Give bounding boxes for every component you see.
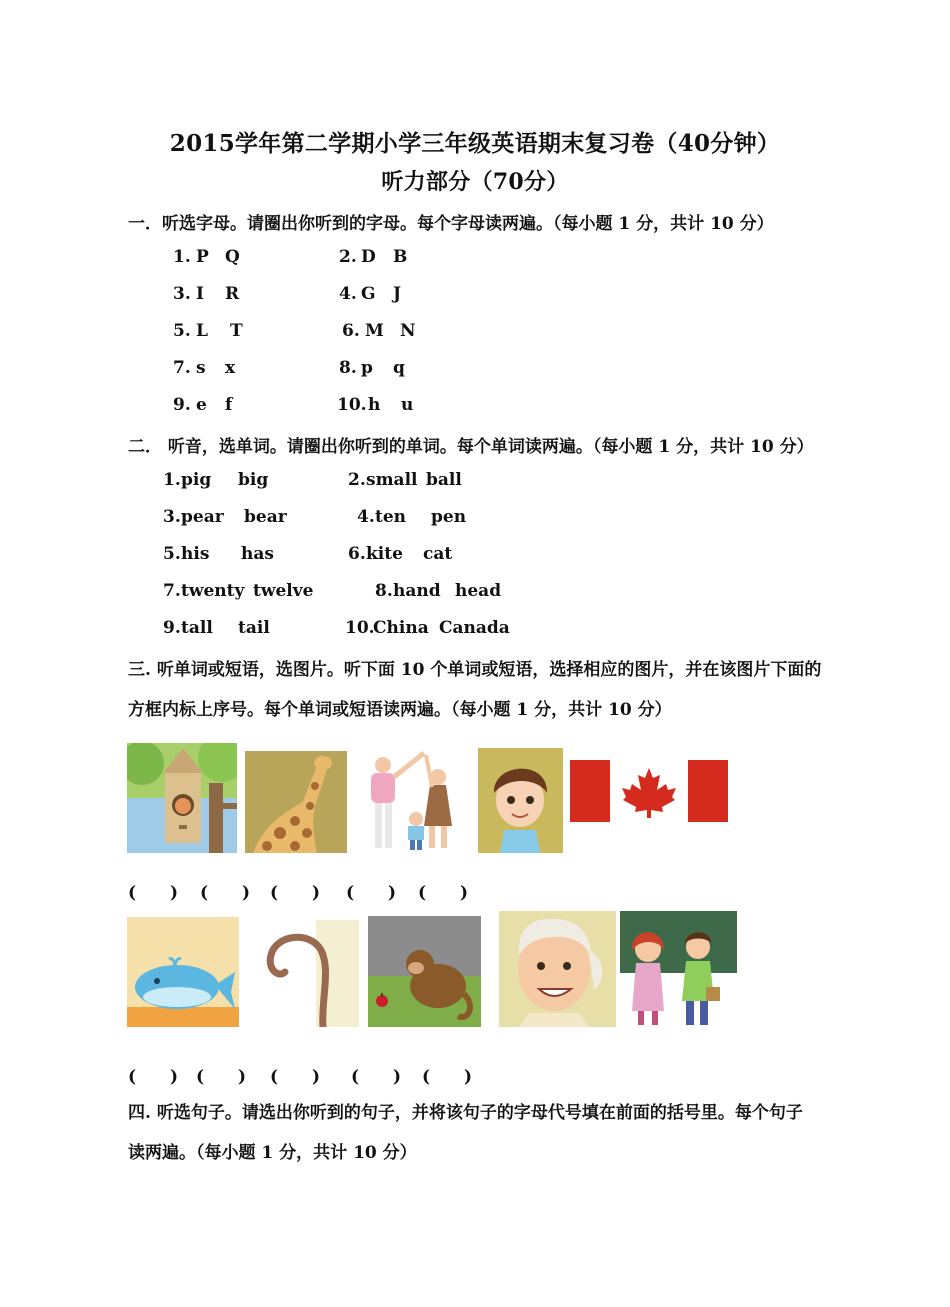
section3-heading-line2: 方框内标上序号。每个单词或短语读两遍。（每小题 1 分，共计 10 分） bbox=[128, 700, 672, 720]
giraffe-icon bbox=[245, 751, 347, 853]
list-item-number: 4. bbox=[357, 507, 375, 527]
option-b[interactable]: R bbox=[225, 284, 240, 304]
option-a[interactable]: e bbox=[196, 395, 207, 415]
option-b[interactable]: ball bbox=[426, 470, 462, 490]
family-icon bbox=[358, 751, 467, 853]
page-subtitle: 听力部分（70分） bbox=[381, 169, 569, 195]
answer-blank[interactable]: ( ) bbox=[200, 883, 251, 903]
option-a[interactable]: M bbox=[365, 321, 384, 341]
list-item-number: 5. bbox=[173, 321, 191, 341]
option-a[interactable]: tall bbox=[181, 618, 213, 638]
tail-icon bbox=[251, 920, 359, 1027]
option-a[interactable]: I bbox=[196, 284, 204, 304]
option-b[interactable]: N bbox=[400, 321, 416, 341]
list-item-number: 6. bbox=[348, 544, 366, 564]
answer-blank[interactable]: ( ) bbox=[270, 883, 321, 903]
option-a[interactable]: twenty bbox=[181, 581, 245, 601]
option-b[interactable]: has bbox=[241, 544, 274, 564]
option-b[interactable]: head bbox=[455, 581, 502, 601]
section4-heading-line2: 读两遍。（每小题 1 分，共计 10 分） bbox=[128, 1143, 417, 1163]
answer-blank[interactable]: ( ) bbox=[128, 883, 179, 903]
list-item-number: 5. bbox=[163, 544, 181, 564]
list-item-number: 3. bbox=[163, 507, 181, 527]
option-a[interactable]: pear bbox=[181, 507, 224, 527]
list-item-number: 10. bbox=[345, 618, 375, 638]
section3-heading-line1: 三. 听单词或短语，选图片。听下面 10 个单词或短语，选择相应的图片，并在该图片下面的 bbox=[128, 660, 822, 680]
option-b[interactable]: f bbox=[225, 395, 233, 415]
answer-blank[interactable]: ( ) bbox=[422, 1067, 473, 1087]
list-item-number: 7. bbox=[173, 358, 191, 378]
list-item-number: 1. bbox=[173, 247, 191, 267]
answer-blank[interactable]: ( ) bbox=[346, 883, 397, 903]
option-a[interactable]: L bbox=[196, 321, 208, 341]
option-b[interactable]: u bbox=[401, 395, 414, 415]
option-a[interactable]: kite bbox=[366, 544, 403, 564]
list-item-number: 3. bbox=[173, 284, 191, 304]
list-item-number: 9. bbox=[173, 395, 191, 415]
boy-face-icon bbox=[478, 748, 563, 853]
canada-flag-icon bbox=[570, 760, 728, 822]
list-item-number: 4. bbox=[339, 284, 357, 304]
option-a[interactable]: s bbox=[196, 358, 206, 378]
option-a[interactable]: China bbox=[373, 618, 429, 638]
option-b[interactable]: bear bbox=[244, 507, 287, 527]
option-b[interactable]: big bbox=[238, 470, 269, 490]
answer-blank[interactable]: ( ) bbox=[128, 1067, 179, 1087]
grandpa-icon bbox=[499, 911, 616, 1027]
option-b[interactable]: tail bbox=[238, 618, 270, 638]
list-item-number: 10. bbox=[337, 395, 367, 415]
option-b[interactable]: x bbox=[225, 358, 236, 378]
birdhouse-icon bbox=[127, 743, 237, 853]
answer-blank[interactable]: ( ) bbox=[418, 883, 469, 903]
answer-blank[interactable]: ( ) bbox=[196, 1067, 247, 1087]
list-item-number: 6. bbox=[342, 321, 360, 341]
option-a[interactable]: his bbox=[181, 544, 210, 564]
option-a[interactable]: h bbox=[368, 395, 381, 415]
list-item-number: 9. bbox=[163, 618, 181, 638]
kids-icon bbox=[620, 911, 737, 1027]
option-a[interactable]: D bbox=[361, 247, 376, 267]
option-a[interactable]: hand bbox=[393, 581, 441, 601]
section1-heading: 一．听选字母。请圈出你听到的字母。每个字母读两遍。（每小题 1 分，共计 10 分） bbox=[128, 214, 774, 234]
option-b[interactable]: Q bbox=[225, 247, 240, 267]
list-item-number: 7. bbox=[163, 581, 181, 601]
page-title: 2015学年第二学期小学三年级英语期末复习卷（40分钟） bbox=[169, 130, 781, 157]
section2-heading: 二． 听音，选单词。请圈出你听到的单词。每个单词读两遍。（每小题 1 分，共计 10 分） bbox=[128, 437, 814, 457]
monkey-icon bbox=[368, 916, 481, 1027]
answer-blank[interactable]: ( ) bbox=[351, 1067, 402, 1087]
option-a[interactable]: G bbox=[361, 284, 376, 304]
option-b[interactable]: B bbox=[393, 247, 408, 267]
option-b[interactable]: q bbox=[393, 358, 405, 378]
option-a[interactable]: pig bbox=[181, 470, 212, 490]
list-item-number: 2. bbox=[348, 470, 366, 490]
option-b[interactable]: T bbox=[230, 321, 243, 341]
answer-blank[interactable]: ( ) bbox=[270, 1067, 321, 1087]
option-b[interactable]: J bbox=[393, 284, 402, 304]
list-item-number: 2. bbox=[339, 247, 357, 267]
whale-icon bbox=[127, 917, 239, 1027]
option-b[interactable]: twelve bbox=[253, 581, 314, 601]
list-item-number: 8. bbox=[339, 358, 357, 378]
option-a[interactable]: p bbox=[361, 358, 373, 378]
option-b[interactable]: Canada bbox=[439, 618, 510, 638]
list-item-number: 1. bbox=[163, 470, 181, 490]
option-a[interactable]: P bbox=[196, 247, 209, 267]
option-b[interactable]: pen bbox=[431, 507, 467, 527]
list-item-number: 8. bbox=[375, 581, 393, 601]
option-a[interactable]: small bbox=[366, 470, 418, 490]
option-a[interactable]: ten bbox=[375, 507, 407, 527]
section4-heading-line1: 四. 听选句子。请选出你听到的句子，并将该句子的字母代号填在前面的括号里。每个句子 bbox=[128, 1103, 803, 1123]
option-b[interactable]: cat bbox=[423, 544, 453, 564]
